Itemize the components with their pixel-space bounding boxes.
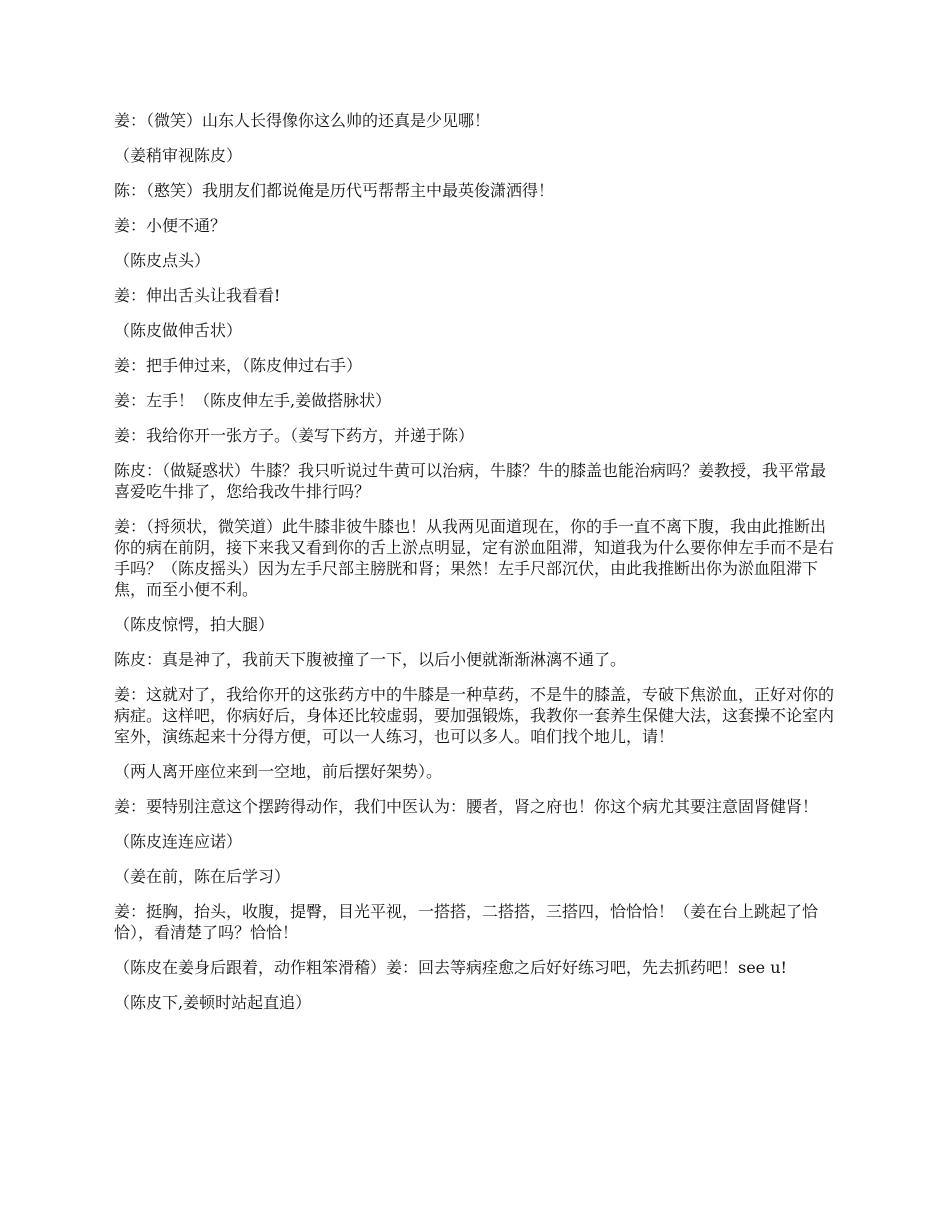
paragraph-14: 陈皮：真是神了，我前天下腹被撞了一下，以后小便就渐渐淋漓不通了。 xyxy=(114,650,627,669)
paragraph-22: （陈皮下,姜顿时站起直追） xyxy=(114,993,312,1012)
paragraph-2: （姜稍审视陈皮） xyxy=(114,146,243,165)
paragraph-15: 姜：这就对了，我给你开的这张药方中的牛膝是一种草药，不是牛的膝盖，专破下焦淤血，正好对你的病症。这样吧，你病好后，身体还比较虚弱，要加强锻炼，我教你一套养生保健大法，这套操不论室内室外，演练起来十分得方便，可以一人练习，也可以多人。咱们找个地儿，请！ xyxy=(114,685,835,746)
paragraph-16: （两人离开座位来到一空地，前后摆好架势）。 xyxy=(114,762,443,781)
paragraph-13: （陈皮惊愕，拍大腿） xyxy=(114,615,275,634)
paragraph-1: 姜：（微笑）山东人长得像你这么帅的还真是少见哪！ xyxy=(114,111,491,130)
paragraph-21: （陈皮在姜身后跟着，动作粗笨滑稽）姜：回去等病痊愈之后好好练习吧，先去抓药吧！see u! xyxy=(114,958,787,977)
paragraph-5: （陈皮点头） xyxy=(114,251,211,270)
paragraph-3: 陈：（憨笑）我朋友们都说俺是历代丐帮帮主中最英俊潇洒得！ xyxy=(114,181,555,200)
paragraph-11: 陈皮：（做疑惑状）牛膝？我只听说过牛黄可以治病，牛膝？牛的膝盖也能治病吗？姜教授，我平常最喜爱吃牛排了，您给我改牛排行吗？ xyxy=(114,461,827,501)
paragraph-19: （姜在前，陈在后学习） xyxy=(114,867,291,886)
paragraph-10: 姜：我给你开一张方子。（姜写下药方，并递于陈） xyxy=(114,426,475,445)
paragraph-4: 姜：小便不通？ xyxy=(114,216,227,235)
paragraph-8: 姜：把手伸过来，（陈皮伸过右手） xyxy=(114,356,363,375)
paragraph-17: 姜：要特别注意这个摆跨得动作，我们中医认为：腰者，肾之府也！你这个病尤其要注意固肾健肾！ xyxy=(114,797,819,816)
paragraph-12: 姜：（捋须状，微笑道）此牛膝非彼牛膝也！从我两见面道现在，你的手一直不离下腹，我由此推断出你的病在前阴，接下来我又看到你的舌上淤点明显，定有淤血阻滞，知道我为什么要你伸左手而不是右手吗？（陈皮摇头）因为左手尺部主膀胱和肾；果然！左手尺部沉伏，由此我推断出你为淤血阻滞下焦，而至小便不利。 xyxy=(114,517,835,599)
paragraph-18: （陈皮连连应诺） xyxy=(114,832,243,851)
paragraph-6: 姜：伸出舌头让我看看! xyxy=(114,286,281,305)
paragraph-7: （陈皮做伸舌状） xyxy=(114,321,243,340)
paragraph-20: 姜：挺胸，抬头，收腹，提臀，目光平视，一搭搭，二搭搭，三搭四，恰恰恰！（姜在台上跳起了恰恰），看清楚了吗？恰恰！ xyxy=(114,902,819,942)
paragraph-9: 姜：左手！（陈皮伸左手,姜做搭脉状） xyxy=(114,391,392,410)
